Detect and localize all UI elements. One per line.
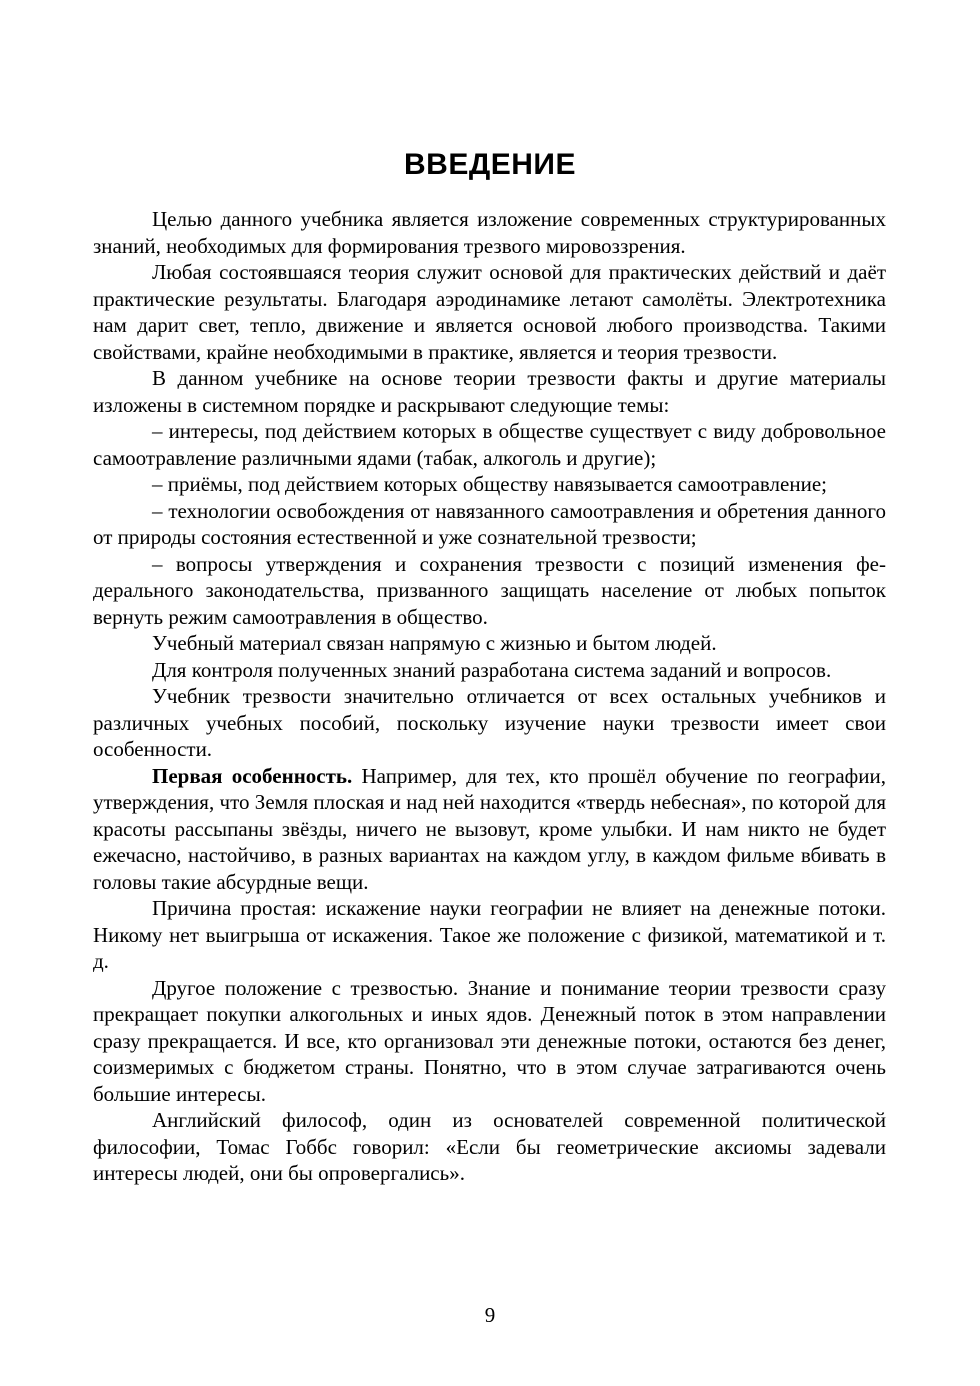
page-number: 9 xyxy=(484,1303,496,1327)
first-feature-paragraph xyxy=(93,763,886,896)
body-text xyxy=(93,206,886,1187)
paragraph: Учебный материал связан напрямую с жизнью и бытом людей. xyxy=(152,631,717,655)
paragraph: Целью данного учебника является изложение современных структурированных знаний, необходимых для формирования трезвого мировоззрения. xyxy=(93,207,886,258)
paragraph: Учебник трезвости значительно отличается от всех остальных учебников и различных учебных пособий, поскольку изучение науки трезвости имеет свои особенности. xyxy=(93,684,886,761)
first-feature-lead: Первая особенность. xyxy=(152,763,353,788)
paragraph: В данном учебнике на основе теории трезвости факты и другие материалы изложены в системном порядке и раскрывают следующие темы: xyxy=(93,366,886,417)
page-title: ВВЕДЕНИЕ xyxy=(404,148,576,181)
paragraph: Для контроля полученных знаний разработана система заданий и вопросов. xyxy=(152,657,832,682)
list-item: – интересы, под действием которых в обществе существует с виду добровольное самоотравление различными ядами (табак, алкоголь и другие); xyxy=(93,419,886,470)
paragraph: Причина простая: искажение науки географии не влияет на денежные потоки. Никому нет выигрыша от искажения. Такое же положение с физикой, математикой и т. д. xyxy=(93,896,886,973)
paragraph: Другое положение с трезвостью. Знание и понимание теории трезвости сразу прекращает покупки алкогольных и иных ядов. Денежный поток в этом направлении сразу прекращается. И все, кто организовал эти денежные потоки, остаются без денег, соизмеримых с бюджетом страны. Понятно, что в этом случае затрагиваются очень большие интересы. xyxy=(93,975,886,1106)
list-item: – приёмы, под действием которых обществу навязывается самоотравление; xyxy=(152,472,827,496)
first-feature-text: Например, для тех, кто прошёл обучение по географии, утверждения, что Земля плоская и над ней находится «твердь небесная», по которой для красоты рассыпаны звёзды, ничего не вызовут, кроме улыбки. И нам никто не будет ежечасно, настойчиво, в разных вариантах на каждом углу, в каждом фильме вбивать в головы такие абсурдные вещи. xyxy=(93,763,886,894)
paragraph: Любая состоявшаяся теория служит основой для практических действий и даёт практические результаты. Благодаря аэродинамике летают самолёты. Электротехника нам дарит свет, тепло, движение и является основой любого производства. Такими свойствами, крайне необходимыми в практике, является и теория трезвости. xyxy=(93,260,886,364)
paragraph: Английский философ, один из основателей современной политической философии, Томас Гоббс говорил: «Если бы геометрические аксиомы задевали интересы людей, они бы опровергались». xyxy=(93,1108,886,1185)
list-item: – вопросы утверждения и сохранения трезвости с позиций изменения федерального законодательства, призванного защищать население от любых попыток вернуть режим самоотравления в общество. xyxy=(93,551,886,629)
list-item: – технологии освобождения от навязанного самоотравления и обретения данного от природы состояния естественной и уже сознательной трезвости; xyxy=(93,498,886,549)
